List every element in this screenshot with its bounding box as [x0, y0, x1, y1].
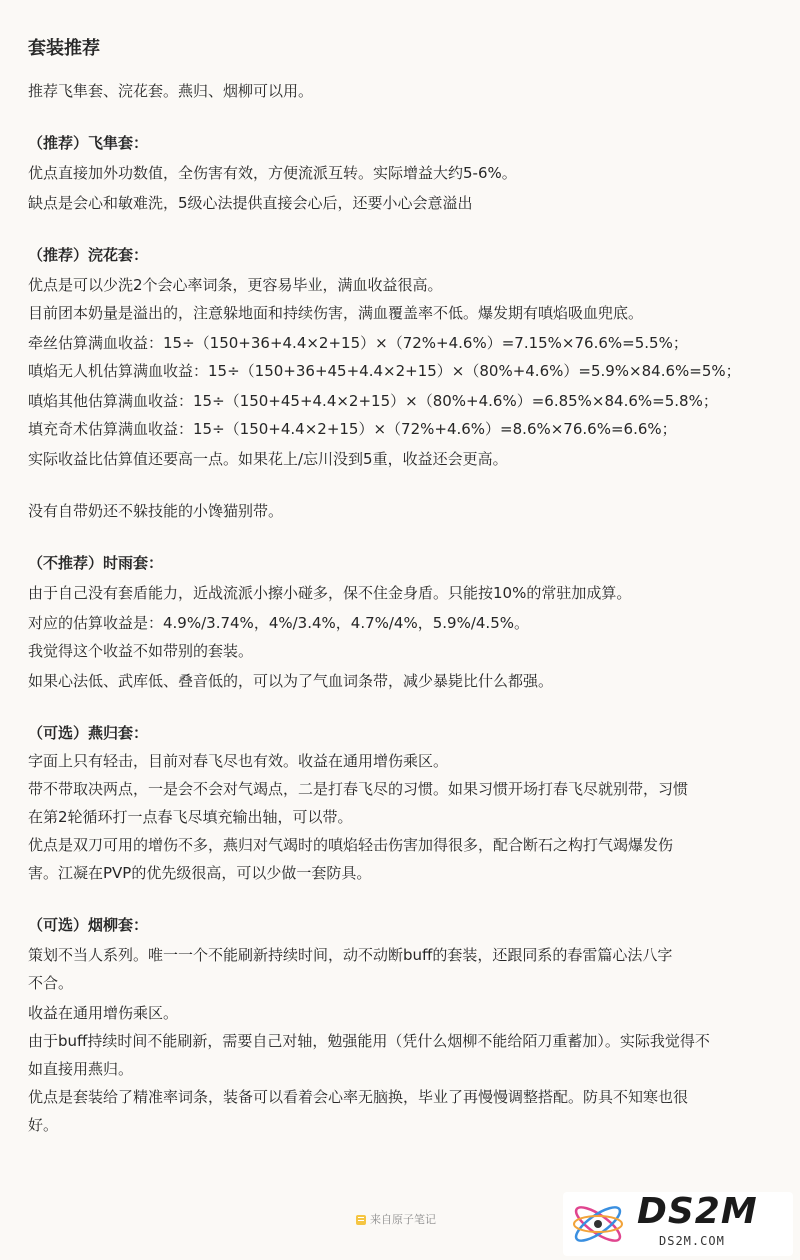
- page-title: 套装推荐: [28, 38, 100, 59]
- text-line: 没有自带奶还不躲技能的小馋猫别带。: [28, 502, 284, 520]
- watermark-url: DS2M.COM: [659, 1234, 725, 1248]
- text-line: 不合。: [28, 974, 74, 992]
- section-heading: （推荐）浣花套：: [28, 246, 149, 264]
- atom-logo-icon: [569, 1198, 627, 1250]
- text-line: 优点直接加外功数值，全伤害有效，方便流派互转。实际增益大约5-6%。: [28, 164, 517, 182]
- text-line: 策划不当人系列。唯一一个不能刷新持续时间，动不动断buff的套装，还跟同系的春雷篇心法八字: [28, 946, 673, 964]
- text-line: 实际收益比估算值还要高一点。如果花上/忘川没到5重，收益还会更高。: [28, 450, 508, 468]
- text-line: 我觉得这个收益不如带别的套装。: [28, 642, 254, 660]
- watermark-logo: DS2M: [637, 1191, 758, 1232]
- text-line: 好。: [28, 1116, 59, 1134]
- text-line: 由于buff持续时间不能刷新，需要自己对轴，勉强能用（凭什么烟柳不能给陌刀重蓄加）。实际我觉得不: [28, 1032, 710, 1050]
- text-line: 目前团本奶量是溢出的，注意躲地面和持续伤害，满血覆盖率不低。爆发期有嗔焰吸血兜底。: [28, 304, 644, 322]
- text-line: 牵丝估算满血收益：15÷（150+36+4.4×2+15）×（72%+4.6%）=7.15%×76.6%=5.5%；: [28, 334, 688, 352]
- text-line: 推荐飞隼套、浣花套。燕归、烟柳可以用。: [28, 82, 314, 100]
- text-line: 字面上只有轻击，目前对春飞尽也有效。收益在通用增伤乘区。: [28, 752, 449, 770]
- text-line: 害。江凝在PVP的优先级很高，可以少做一套防具。: [28, 864, 372, 882]
- text-line: 优点是套装给了精准率词条，装备可以看着会心率无脑换，毕业了再慢慢调整搭配。防具不知寒也很: [28, 1088, 689, 1106]
- section-heading: （可选）烟柳套：: [28, 916, 149, 934]
- text-line: 带不带取决两点，一是会不会对气竭点，二是打春飞尽的习惯。如果习惯开场打春飞尽就别带，习惯: [28, 780, 689, 798]
- text-line: 对应的估算收益是：4.9%/3.74%，4%/3.4%，4.7%/4%，5.9%/4.5%。: [28, 614, 529, 632]
- text-line: 由于自己没有套盾能力，近战流派小擦小碰多，保不住金身盾。只能按10%的常驻加成算。: [28, 584, 632, 602]
- site-watermark: [563, 1192, 793, 1256]
- source-label: 来自原子笔记: [370, 1213, 436, 1226]
- text-line: 嗔焰无人机估算满血收益：15÷（150+36+45+4.4×2+15）×（80%+4.6%）=5.9%×84.6%=5%；: [28, 362, 741, 380]
- text-line: 优点是可以少洗2个会心率词条，更容易毕业，满血收益很高。: [28, 276, 443, 294]
- text-line: 在第2轮循环打一点春飞尽填充输出轴，可以带。: [28, 808, 353, 826]
- text-line: 收益在通用增伤乘区。: [28, 1004, 179, 1022]
- text-line: 优点是双刀可用的增伤不多，燕归对气竭时的嗔焰轻击伤害加得很多，配合断石之构打气竭爆发伤: [28, 836, 674, 854]
- section-heading: （可选）燕归套：: [28, 724, 149, 742]
- section-heading: （推荐）飞隼套：: [28, 134, 149, 152]
- text-line: 如直接用燕归。: [28, 1060, 134, 1078]
- source-footer: [356, 1212, 436, 1228]
- text-line: 嗔焰其他估算满血收益：15÷（150+45+4.4×2+15）×（80%+4.6%）=6.85%×84.6%=5.8%；: [28, 392, 718, 410]
- text-line: 缺点是会心和敏难洗，5级心法提供直接会心后，还要小心会意溢出: [28, 194, 473, 212]
- text-line: 如果心法低、武库低、叠音低的，可以为了气血词条带，减少暴毙比什么都强。: [28, 672, 554, 690]
- text-line: 填充奇术估算满血收益：15÷（150+4.4×2+15）×（72%+4.6%）=8.6%×76.6%=6.6%；: [28, 420, 677, 438]
- section-heading: （不推荐）时雨套：: [28, 554, 164, 572]
- note-icon: [356, 1215, 366, 1225]
